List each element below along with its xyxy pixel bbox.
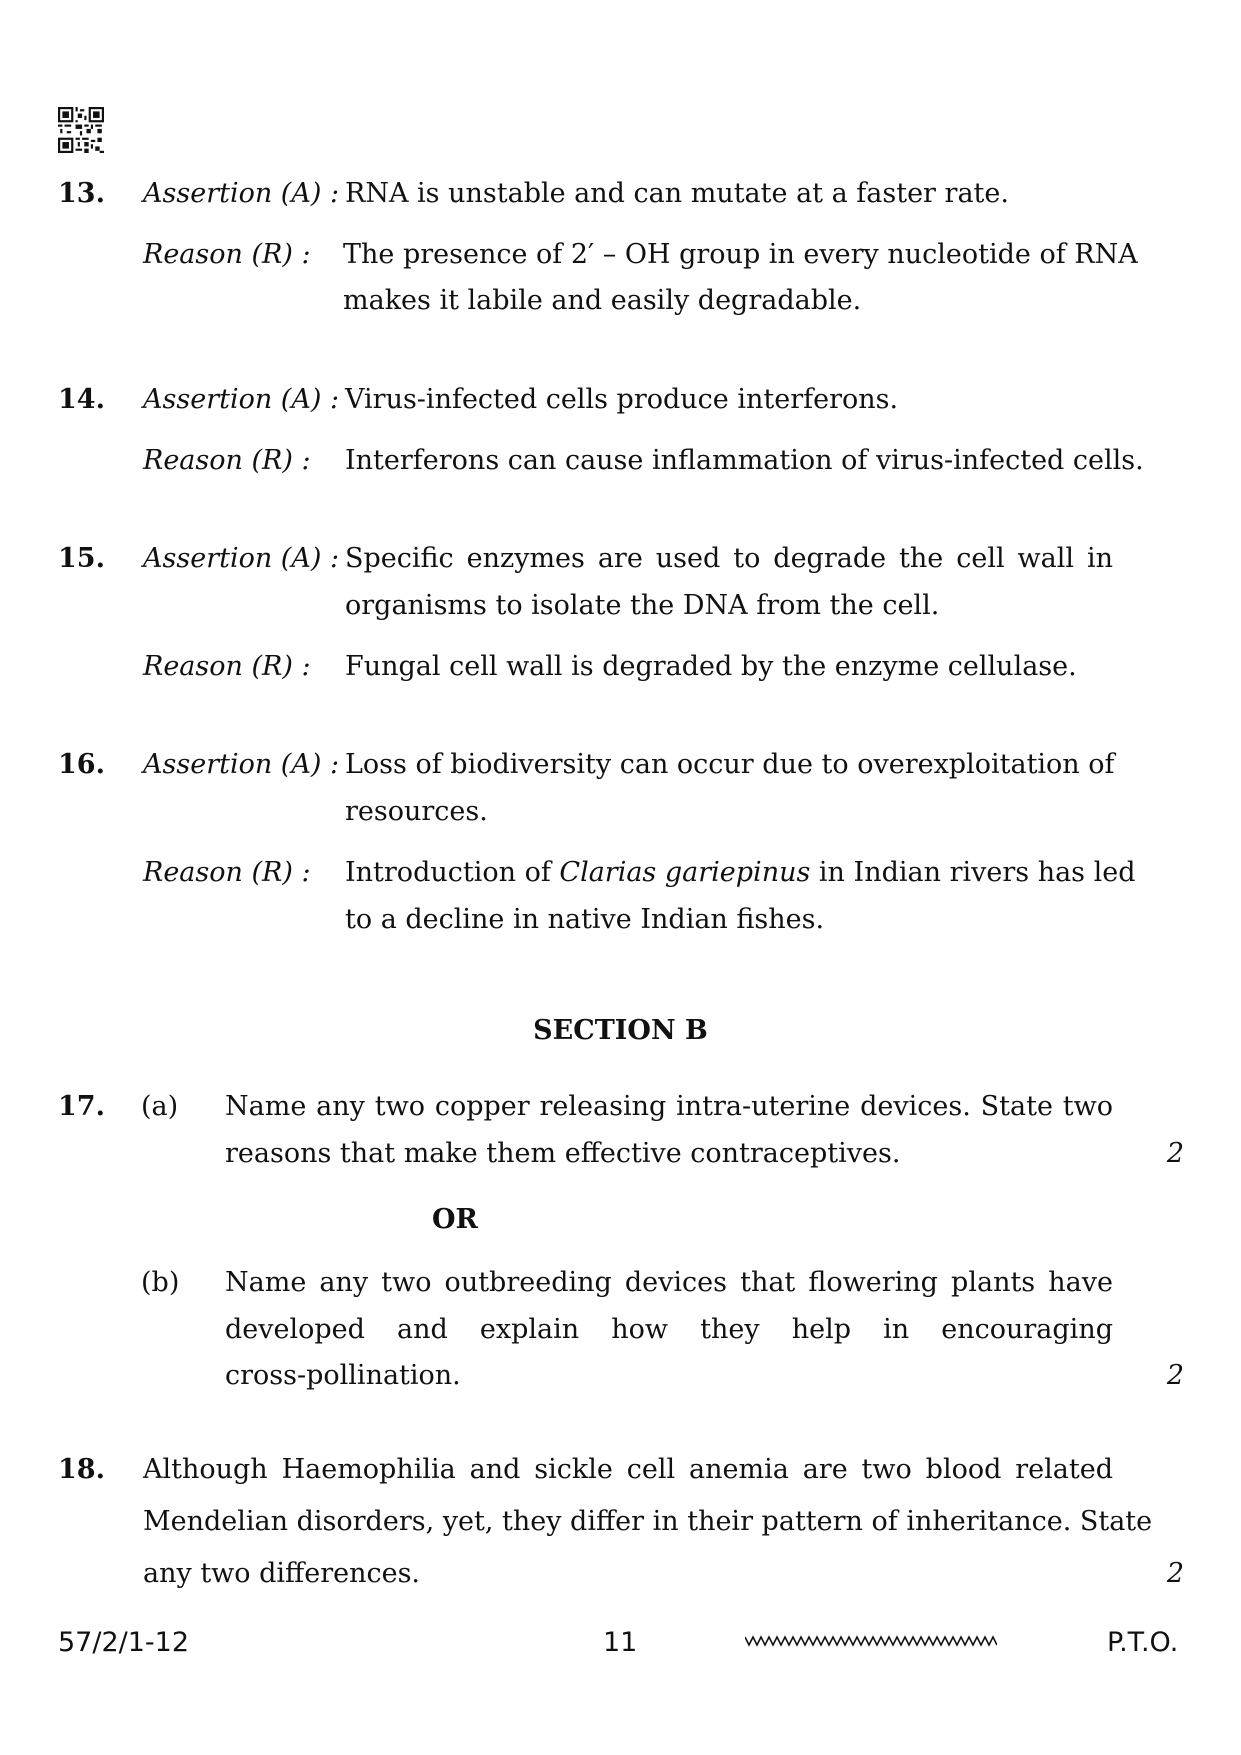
assertion-label: Assertion (A) : xyxy=(143,749,340,780)
option-label: (a) xyxy=(141,1091,179,1122)
reason-label: Reason (R) : xyxy=(143,857,311,888)
qr-code xyxy=(58,107,104,153)
question-number: 16. xyxy=(58,749,105,780)
pto-label: P.T.O. xyxy=(1107,1627,1179,1658)
assertion-text: organisms to isolate the DNA from the cell. xyxy=(345,590,940,621)
question-text: Mendelian disorders, yet, they differ in their pattern of inheritance. State xyxy=(143,1506,1153,1537)
wavy-line-decoration xyxy=(745,1629,997,1653)
question-text: any two differences. xyxy=(143,1558,421,1589)
option-text: Name any two outbreeding devices that flowering plants have xyxy=(225,1267,1113,1298)
assertion-label: Assertion (A) : xyxy=(143,178,340,209)
marks: 2 xyxy=(1166,1360,1184,1391)
option-label: (b) xyxy=(141,1267,180,1298)
assertion-label: Assertion (A) : xyxy=(143,384,340,415)
question-number: 18. xyxy=(58,1454,105,1485)
question-number: 15. xyxy=(58,543,105,574)
reason-text: to a decline in native Indian fishes. xyxy=(345,904,825,935)
or-separator: OR xyxy=(432,1204,478,1235)
reason-text-post: in Indian rivers has led xyxy=(810,857,1136,888)
question-number: 17. xyxy=(58,1091,105,1122)
option-text: cross-pollination. xyxy=(225,1360,461,1391)
option-text: developed and explain how they help in encouraging xyxy=(225,1314,1113,1345)
assertion-text: resources. xyxy=(345,796,488,827)
reason-text-start xyxy=(345,857,810,889)
reason-label: Reason (R) : xyxy=(143,651,311,682)
reason-text: The presence of 2′ – OH group in every nucleotide of RNA xyxy=(343,239,1138,270)
assertion-text: Loss of biodiversity can occur due to overexploitation of xyxy=(345,749,1115,780)
assertion-text: Virus-infected cells produce interferons. xyxy=(345,384,899,415)
assertion-text: RNA is unstable and can mutate at a faster rate. xyxy=(345,178,1009,209)
option-text: reasons that make them effective contraceptives. xyxy=(225,1138,901,1169)
reason-label: Reason (R) : xyxy=(143,239,311,270)
paper-code: 57/2/1-12 xyxy=(58,1627,190,1658)
assertion-label: Assertion (A) : xyxy=(143,543,340,574)
assertion-text: Specific enzymes are used to degrade the cell wall in xyxy=(345,543,1113,574)
reason-label: Reason (R) : xyxy=(143,445,311,476)
species-name: Clarias gariepinus xyxy=(559,857,811,888)
page-number: 11 xyxy=(603,1627,638,1658)
reason-text xyxy=(345,857,1136,889)
marks: 2 xyxy=(1166,1138,1184,1169)
question-number: 14. xyxy=(58,384,105,415)
reason-text: makes it labile and easily degradable. xyxy=(343,285,862,316)
reason-text-pre: Introduction of xyxy=(345,857,560,888)
reason-text: Fungal cell wall is degraded by the enzyme cellulase. xyxy=(345,651,1077,682)
question-text: Although Haemophilia and sickle cell anemia are two blood related xyxy=(143,1454,1113,1485)
option-text: Name any two copper releasing intra-uterine devices. State two xyxy=(225,1091,1113,1122)
question-number: 13. xyxy=(58,178,105,209)
section-heading: SECTION B xyxy=(533,1015,708,1046)
reason-text: Interferons can cause inflammation of virus-infected cells. xyxy=(345,445,1144,476)
marks: 2 xyxy=(1166,1558,1184,1589)
